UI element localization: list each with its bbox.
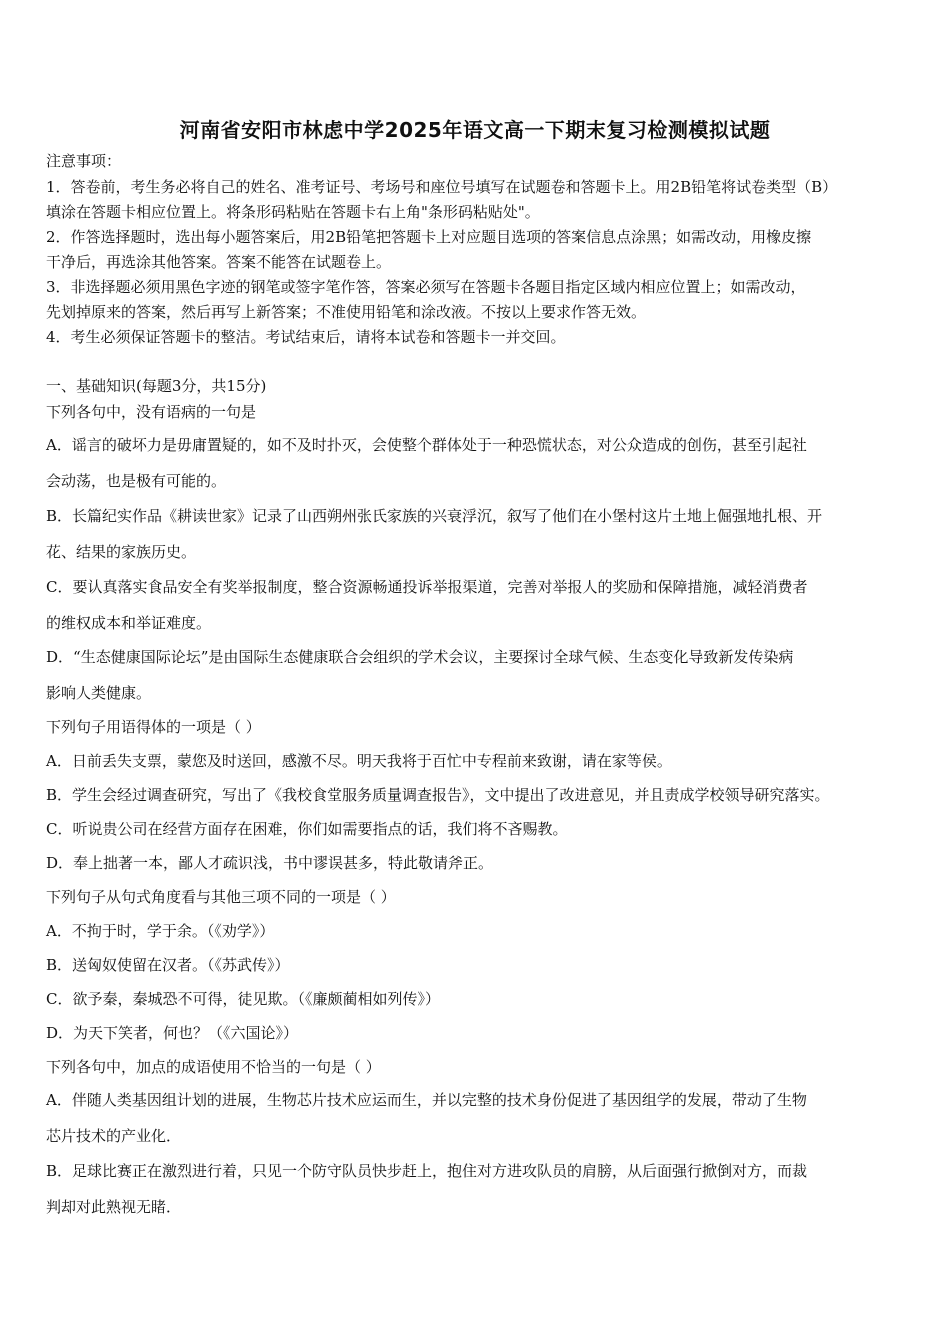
option-a-cont: 会动荡，也是极有可能的。 [46,472,227,490]
option-b-cont: 判却对此熟视无睹． [46,1198,182,1216]
option-a-cont: 芯片技术的产业化． [46,1127,182,1145]
question-stem: 下列各句中，加点的成语使用不恰当的一句是（ ） [46,1058,381,1076]
notice-line: 2．作答选择题时，选出每小题答案后，用2B铅笔把答题卡上对应题目选项的答案信息点涂黑；如需改动，用橡皮擦 [46,228,812,246]
option-c-cont: 的维权成本和举证难度。 [46,614,212,632]
option-d: D．“生态健康国际论坛”是由国际生态健康联合会组织的学术会议，主要探讨全球气候、生态变化导致新发传染病 [46,648,794,666]
option-b: B．学生会经过调查研究，写出了《我校食堂服务质量调查报告》，文中提出了改进意见，并且责成学校领导研究落实。 [46,786,830,804]
option-c: C．欲予秦，秦城恐不可得，徒见欺。（《廉颇蔺相如列传》） [46,990,440,1008]
question-stem: 下列句子从句式角度看与其他三项不同的一项是（ ） [46,888,396,906]
option-b: B．足球比赛正在激烈进行着，只见一个防守队员快步赶上，抱住对方进攻队员的肩膀，从后面强行掀倒对方，而裁 [46,1162,808,1180]
section-heading: 一、基础知识(每题3分，共15分) [46,377,267,395]
notice-line: 先划掉原来的答案，然后再写上新答案；不准使用铅笔和涂改液。不按以上要求作答无效。 [46,303,647,321]
notice-line: 4．考生必须保证答题卡的整洁。考试结束后，请将本试卷和答题卡一并交回。 [46,328,566,346]
option-b-cont: 花、结果的家族历史。 [46,543,197,561]
option-a: A．谣言的破坏力是毋庸置疑的，如不及时扑灭，会使整个群体处于一种恐慌状态，对公众造成的创伤，甚至引起社 [46,436,807,454]
notice-line: 填涂在答题卡相应位置上。将条形码粘贴在答题卡右上角"条形码粘贴处"。 [46,203,540,221]
notice-line: 3．非选择题必须用黑色字迹的钢笔或签字笔作答，答案必须写在答题卡各题目指定区域内相应位置上；如需改动， [46,278,806,296]
option-a: A．日前丢失支票，蒙您及时送回，感激不尽。明天我将于百忙中专程前来致谢，请在家等侯。 [46,752,672,770]
option-c: C．听说贵公司在经营方面存在困难，你们如需要指点的话，我们将不吝赐教。 [46,820,568,838]
question-stem: 下列句子用语得体的一项是（ ） [46,718,261,736]
option-a: A．伴随人类基因组计划的进展，生物芯片技术应运而生，并以完整的技术身份促进了基因组学的发展，带动了生物 [46,1091,807,1109]
notice-line: 1．答卷前，考生务必将自己的姓名、准考证号、考场号和座位号填写在试题卷和答题卡上。用2B铅笔将试卷类型（B） [46,178,838,196]
option-b: B．送匈奴使留在汉者。（《苏武传》） [46,956,290,974]
option-d: D．为天下笑者，何也？（《六国论》） [46,1024,299,1042]
option-a: A．不拘于时，学于余。（《劝学》） [46,922,275,940]
option-d: D．奉上拙著一本，鄙人才疏识浅，书中谬误甚多，特此敬请斧正。 [46,854,494,872]
option-d-cont: 影响人类健康。 [46,684,152,702]
document-title: 河南省安阳市林虑中学2025年语文高一下期末复习检测模拟试题 [179,118,771,142]
option-c: C．要认真落实食品安全有奖举报制度，整合资源畅通投诉举报渠道，完善对举报人的奖励和保障措施，减轻消费者 [46,578,808,596]
notice-line: 干净后，再选涂其他答案。答案不能答在试题卷上。 [46,253,392,271]
notice-heading: 注意事项： [46,152,122,170]
option-b: B．长篇纪实作品《耕读世家》记录了山西朔州张氏家族的兴衰浮沉，叙写了他们在小堡村这片土地上倔强地扎根、开 [46,507,823,525]
question-stem: 下列各句中，没有语病的一句是 [46,403,257,421]
